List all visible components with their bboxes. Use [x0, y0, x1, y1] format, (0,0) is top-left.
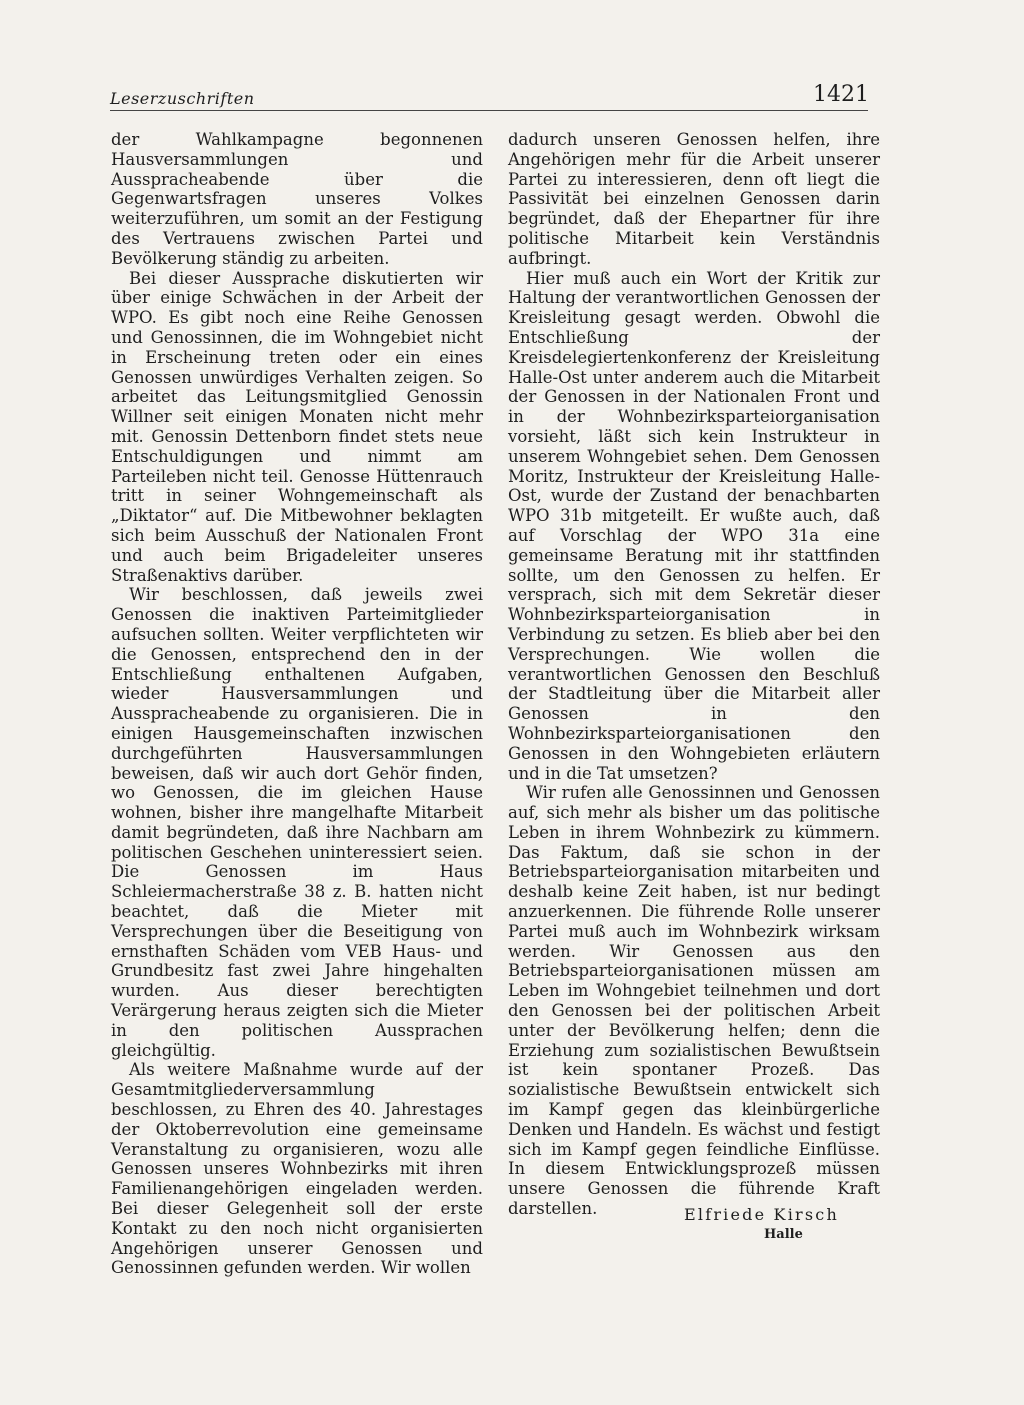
left-paragraph-3: Wir beschlossen, daß jeweils zwei Genossen die inaktiven Parteimitglieder aufsuchen sollten. Weiter verpflichteten wir die Genossen, entsprechend den in der Entschließung enthaltenen Aufgaben, wieder Hausversammlungen und Ausspracheabende zu organisieren. Die in einigen Hausgemeinschaften inzwischen durchgeführten Hausversammlungen beweisen, daß wir auch dort Gehör finden, wo Genossen, die im gleichen Hause wohnen, bisher ihre mangelhafte Mitarbeit damit begründeten, daß ihre Nachbarn am politischen Geschehen uninteressiert seien. Die Genossen im Haus Schleiermacherstraße 38 z. B. hatten nicht beachtet, daß die Mieter mit Versprechungen über die Beseitigung von ernsthaften Schäden vom VEB Haus- und Grundbesitz fast zwei Jahre hingehalten wurden. Aus dieser berechtigten Verärgerung heraus zeigten sich die Mieter in den politischen Aussprachen gleichgültig. [111, 585, 483, 1060]
right-paragraph-1: dadurch unseren Genossen helfen, ihre Angehörigen mehr für die Arbeit unserer Partei zu interessieren, denn oft liegt die Passivität bei einzelnen Genossen darin begründet, daß der Ehepartner für ihre politische Mitarbeit kein Verständnis aufbringt. [508, 130, 880, 268]
author-signature: Elfriede Kirsch [684, 1205, 839, 1224]
right-column [508, 130, 880, 1219]
right-paragraph-3: Wir rufen alle Genossinnen und Genossen auf, sich mehr als bisher um das politische Leben in ihrem Wohnbezirk zu kümmern. Das Faktum, daß sie schon in der Betriebsparteiorganisation mitarbeiten und deshalb keine Zeit haben, ist nur bedingt anzuerkennen. Die führende Rolle unserer Partei muß auch im Wohnbezirk wirksam werden. Wir Genossen aus den Betriebsparteiorganisationen müssen am Leben im Wohngebiet teilnehmen und dort den Genossen bei der politischen Arbeit unter der Bevölkerung helfen; denn die Erziehung zum sozialistischen Bewußtsein ist kein spontaner Prozeß. Das sozialistische Bewußtsein entwickelt sich im Kampf gegen das kleinbürgerliche Denken und Handeln. Es wächst und festigt sich im Kampf gegen feindliche Einflüsse. In diesem Entwicklungsprozeß müssen unsere Genossen die führende Kraft darstellen. [508, 783, 880, 1219]
left-column [111, 130, 483, 1278]
right-paragraph-2: Hier muß auch ein Wort der Kritik zur Haltung der verantwortlichen Genossen der Kreisleitung gesagt werden. Obwohl die Entschließung der Kreisdelegiertenkonferenz der Kreisleitung Halle-Ost unter anderem auch die Mitarbeit der Genossen in der Nationalen Front und in der Wohnbezirksparteiorganisation vorsieht, läßt sich kein Instrukteur in unserem Wohngebiet sehen. Dem Genossen Moritz, Instrukteur der Kreisleitung Halle-Ost, wurde der Zustand der benachbarten WPO 31b mitgeteilt. Er wußte auch, daß auf Vorschlag der WPO 31a eine gemeinsame Beratung mit ihr stattfinden sollte, um den Genossen zu helfen. Er versprach, sich mit dem Sekretär dieser Wohnbezirksparteiorganisation in Verbindung zu setzen. Es blieb aber bei den Versprechungen. Wie wollen die verantwortlichen Genossen den Beschluß der Stadtleitung über die Mitarbeit aller Genossen in den Wohnbezirksparteiorganisationen den Genossen in den Wohngebieten erläutern und in die Tat umsetzen? [508, 268, 880, 783]
left-paragraph-1: der Wahlkampagne begonnenen Hausversammlungen und Ausspracheabende über die Gegenwartsfragen unseres Volkes weiterzuführen, um somit an der Festigung des Vertrauens zwischen Partei und Bevölkerung ständig zu arbeiten. [111, 130, 483, 268]
running-head: Leserzuschriften [110, 89, 255, 108]
header-rule [110, 110, 868, 111]
page-number: 1421 [813, 82, 869, 107]
left-paragraph-2: Bei dieser Aussprache diskutierten wir über einige Schwächen in der Arbeit der WPO. Es gibt noch eine Reihe Genossen und Genossinnen, die im Wohngebiet nicht in Erscheinung treten oder ein eines Genossen unwürdiges Verhalten zeigen. So arbeitet das Leitungsmitglied Genossin Willner seit einigen Monaten nicht mehr mit. Genossin Dettenborn findet stets neue Entschuldigungen und nimmt am Parteileben nicht teil. Genosse Hüttenrauch tritt in seiner Wohngemeinschaft als „Diktator“ auf. Die Mitbewohner beklagten sich beim Ausschuß der Nationalen Front und auch beim Brigadeleiter unseres Straßenaktivs darüber. [111, 268, 483, 585]
left-paragraph-4: Als weitere Maßnahme wurde auf der Gesamtmitgliederversammlung beschlossen, zu Ehren des 40. Jahrestages der Oktoberrevolution eine gemeinsame Veranstaltung zu organisieren, wozu alle Genossen unseres Wohnbezirks mit ihren Familienangehörigen eingeladen werden. Bei dieser Gelegenheit soll der erste Kontakt zu den noch nicht organisierten Angehörigen unserer Genossen und Genossinnen gefunden werden. Wir wollen [111, 1060, 483, 1278]
author-location: Halle [764, 1227, 803, 1242]
